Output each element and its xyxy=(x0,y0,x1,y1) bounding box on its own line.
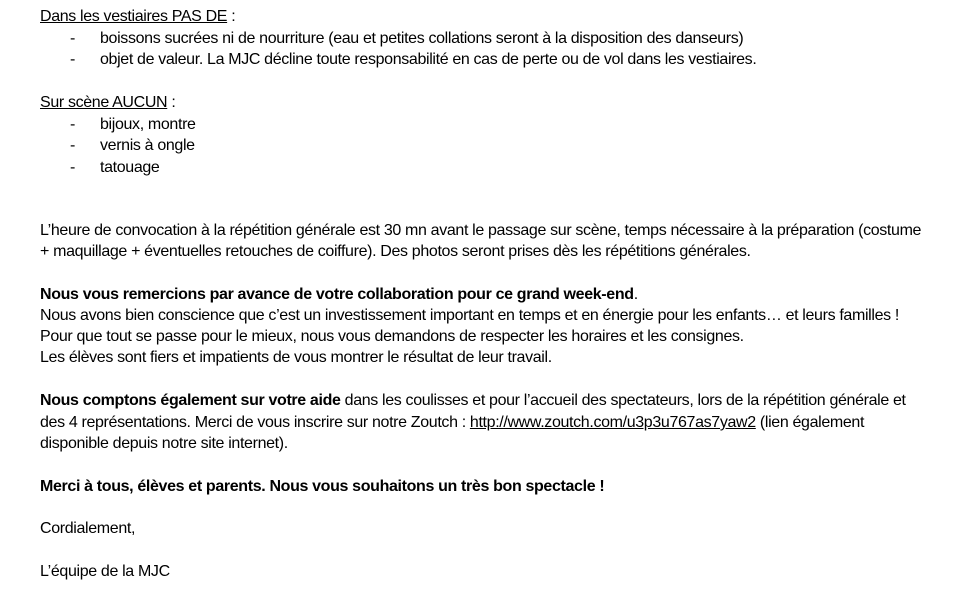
vestiaires-heading: Dans les vestiaires PAS DE xyxy=(40,8,228,25)
remerciements-period: . xyxy=(633,286,638,303)
bullet-dash: - xyxy=(70,137,76,154)
aide-bold: Nous comptons également sur votre aide xyxy=(40,392,341,409)
scene-heading: Sur scène AUCUN xyxy=(40,94,168,111)
aide-line-2 xyxy=(40,412,864,433)
aide-line-1 xyxy=(40,390,906,411)
aide-line-2-start: des 4 représentations. Merci de vous inscrire sur notre Zoutch : xyxy=(40,414,470,431)
remerciements-line-2: Nous avons bien conscience que c’est un investissement important en temps et en énergie pour les enfants… et leurs familles ! xyxy=(40,307,899,324)
convocation-line-2: + maquillage + éventuelles retouches de coiffure). Des photos seront prises dès les répétitions générales. xyxy=(40,243,751,260)
scene-item-2: vernis à ongle xyxy=(100,137,195,154)
bullet-dash: - xyxy=(70,116,76,133)
bullet-dash: - xyxy=(70,51,76,68)
aide-line-2-end: (lien également xyxy=(755,414,865,431)
bullet-dash: - xyxy=(70,30,76,47)
aide-line-1-rest: dans les coulisses et pour l’accueil des spectateurs, lors de la répétition générale et xyxy=(340,392,906,409)
signature-line: L’équipe de la MJC xyxy=(40,563,170,580)
remerciements-line-3: Pour que tout se passe pour le mieux, nous vous demandons de respecter les horaires et les consignes. xyxy=(40,328,744,345)
bullet-dash: - xyxy=(70,159,76,176)
vestiaires-item-2: objet de valeur. La MJC décline toute responsabilité en cas de perte ou de vol dans les vestiaires. xyxy=(100,51,757,68)
cordialement-line: Cordialement, xyxy=(40,520,136,537)
scene-heading-line xyxy=(40,92,175,113)
vestiaires-heading-line xyxy=(40,6,235,27)
remerciements-line-1 xyxy=(40,284,638,305)
zoutch-link[interactable]: http://www.zoutch.com/u3p3u767as7yaw2 xyxy=(469,414,756,431)
vestiaires-colon: : xyxy=(227,8,236,25)
convocation-line-1: L’heure de convocation à la répétition générale est 30 mn avant le passage sur scène, temps nécessaire à la préparation (costume xyxy=(40,222,922,239)
remerciements-bold: Nous vous remercions par avance de votre collaboration pour ce grand week-end xyxy=(40,286,634,303)
scene-colon: : xyxy=(167,94,176,111)
scene-item-1: bijoux, montre xyxy=(100,116,196,133)
vestiaires-item-1: boissons sucrées ni de nourriture (eau et petites collations seront à la disposition des danseurs) xyxy=(100,30,744,47)
remerciements-line-4: Les élèves sont fiers et impatients de vous montrer le résultat de leur travail. xyxy=(40,349,552,366)
scene-item-3: tatouage xyxy=(100,159,160,176)
aide-line-3: disponible depuis notre site internet). xyxy=(40,435,288,452)
merci-line: Merci à tous, élèves et parents. Nous vous souhaitons un très bon spectacle ! xyxy=(40,478,605,495)
